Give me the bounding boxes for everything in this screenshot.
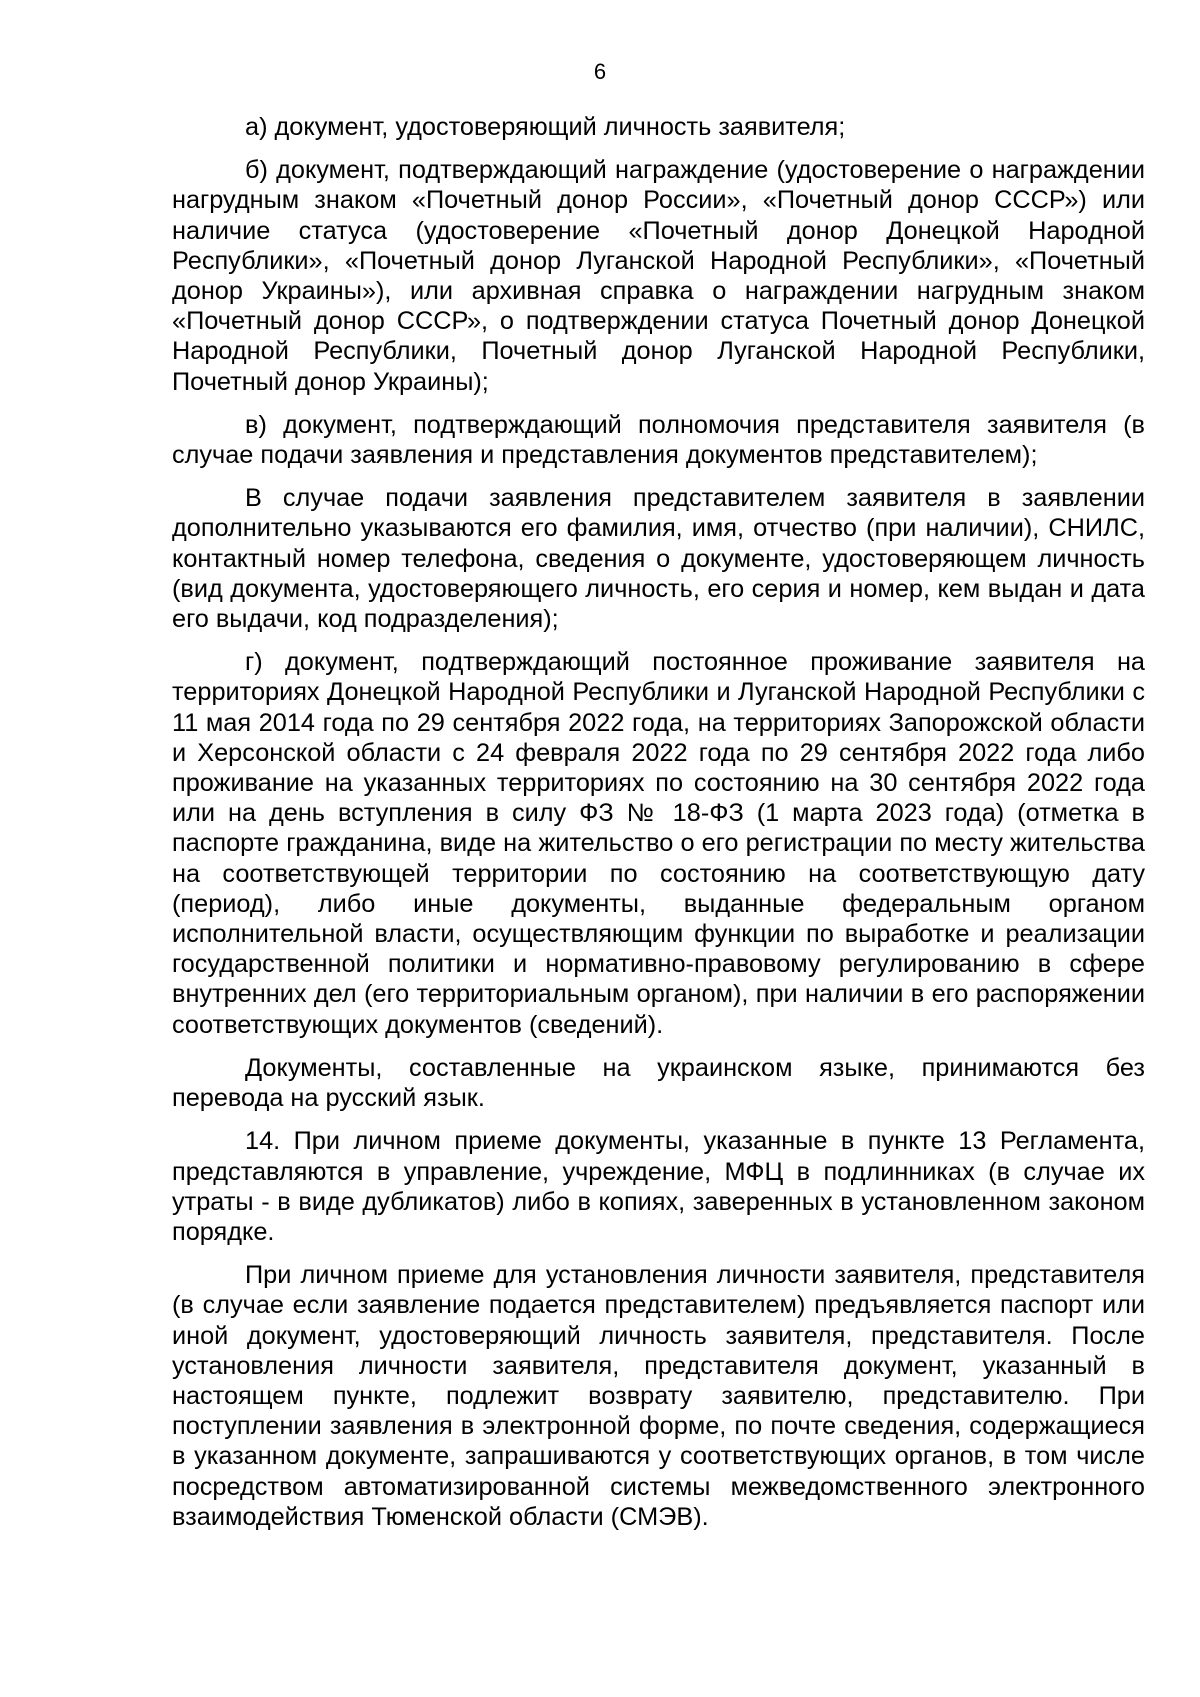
paragraph-item-v: в) документ, подтверждающий полномочия представителя заявителя (в случае подачи заявления и представления документов представителем); [172,410,1145,470]
paragraph-item-a: а) документ, удостоверяющий личность заявителя; [245,113,846,141]
paragraph-clause-14: 14. При личном приеме документы, указанные в пункте 13 Регламента, представляются в управление, учреждение, МФЦ в подлинниках (в случае их утраты - в виде дубликатов) либо в копиях, заверенных в установленном законом порядке. [172,1127,1145,1246]
paragraph-item-b: б) документ, подтверждающий награждение (удостоверение о награждении нагрудным знаком «Почетный донор России», «Почетный донор СССР») или наличие статуса (удостоверение «Почетный донор Донецкой Народной Республики», «Почетный донор Луганской Народной Республики», «Почетный донор Украины»), или архивная справка о награждении нагрудным знаком «Почетный донор СССР», о подтверждении статуса Почетный донор Донецкой Народной Республики, Почетный донор Луганской Народной Республики, Почетный донор Украины); [172,156,1145,396]
document-body [172,112,1145,1545]
page-number: 6 [593,59,607,84]
paragraph-identity-verification: При личном приеме для установления личности заявителя, представителя (в случае если заявление подается представителем) предъявляется паспорт или иной документ, удостоверяющий личность заявителя, представителя. После установления личности заявителя, представителя документ, указанный в настоящем пункте, подлежит возврату заявителю, представителю. При поступлении заявления в электронной форме, по почте сведения, содержащиеся в указанном документе, запрашиваются у соответствующих органов, в том числе посредством автоматизированной системы межведомственного электронного взаимодействия Тюменской области (СМЭВ). [172,1261,1145,1531]
paragraph-item-g: г) документ, подтверждающий постоянное проживание заявителя на территориях Донецкой Народной Республики и Луганской Народной Республики с 11 мая 2014 года по 29 сентября 2022 года, на территориях Запорожской области и Херсонской области с 24 февраля 2022 года по 29 сентября 2022 года либо проживание на указанных территориях по состоянию на 30 сентября 2022 года или на день вступления в силу ФЗ № 18-ФЗ (1 марта 2023 года) (отметка в паспорте гражданина, виде на жительство о его регистрации по месту жительства на соответствующей территории по состоянию на соответствующую дату (период), либо иные документы, выданные федеральным органом исполнительной власти, осуществляющим функции по выработке и реализации государственной политики и нормативно-правовому регулированию в сфере внутренних дел (его территориальным органом), при наличии в его распоряжении соответствующих документов (сведений). [172,648,1145,1039]
paragraph-representative-details: В случае подачи заявления представителем заявителя в заявлении дополнительно указываются его фамилия, имя, отчество (при наличии), СНИЛС, контактный номер телефона, сведения о документе, удостоверяющем личность (вид документа, удостоверяющего личность, его серия и номер, кем выдан и дата его выдачи, код подразделения); [172,484,1145,634]
paragraph-ukrainian-documents: Документы, составленные на украинском языке, принимаются без перевода на русский язык. [172,1053,1145,1113]
